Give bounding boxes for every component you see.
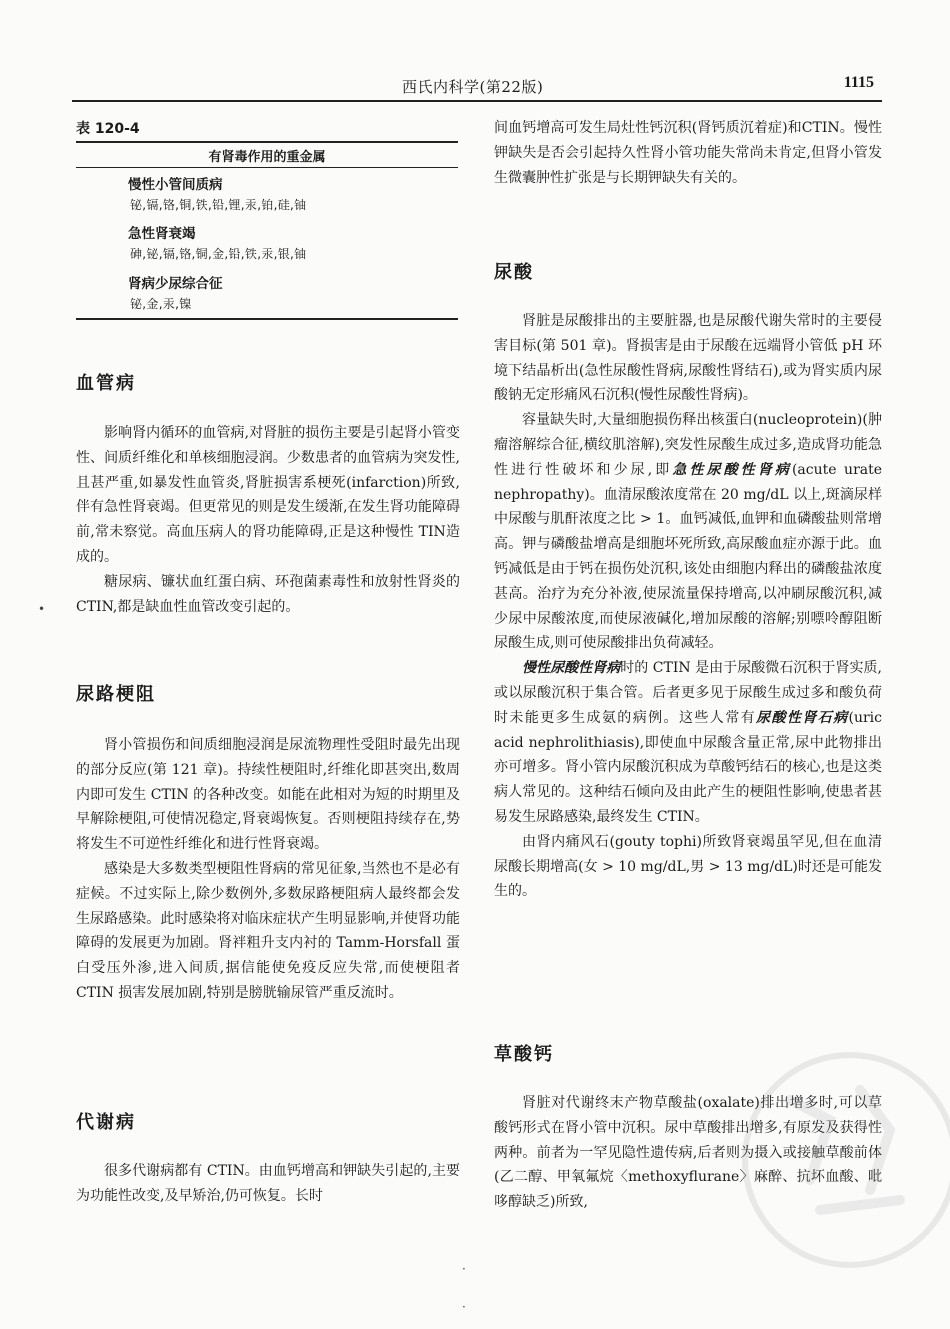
- term-uric-acid-nephrolithiasis: 尿酸性肾石病: [756, 709, 849, 726]
- table-category: 急性肾衰竭: [128, 226, 196, 242]
- table-label: 表 120-4: [76, 121, 140, 137]
- section-heading: 草酸钙: [494, 1044, 554, 1065]
- section-metabolic: [76, 1108, 460, 1134]
- table-items: 砷,铋,镉,铬,铜,金,铅,铁,汞,银,铀: [130, 247, 307, 261]
- table-title: 有肾毒作用的重金属: [208, 150, 326, 165]
- scan-dot: •: [38, 602, 46, 616]
- scan-dot: ·: [462, 1300, 466, 1314]
- section-heading: 尿酸: [494, 262, 534, 283]
- paragraph: [494, 408, 882, 656]
- running-header: [72, 74, 882, 96]
- text-run: 时的 CTIN 是由于尿酸微石沉积于肾实质,或以尿酸沉积于集合管。后者更多见于尿酸生成过多和酸负荷时未能更多生成氨的病例。这些人常有: [494, 660, 883, 726]
- vascular-body: [76, 421, 460, 619]
- library-watermark: [700, 1040, 950, 1270]
- section-heading: 代谢病: [76, 1112, 136, 1133]
- header-rule: [72, 100, 882, 102]
- table-category: 慢性小管间质病: [128, 177, 223, 193]
- table-items: 铋,镉,铬,铜,铁,铅,锂,汞,铂,硅,铀: [130, 198, 307, 212]
- paragraph: 肾小管损伤和间质细胞浸润是尿流物理性受阻时最先出现的部分反应(第 121 章)。持续性梗阻时,纤维化即甚突出,数周内即可发生 CTIN 的各种改变。如能在此相对为短的时期里及早解除梗阻,可使情况稳定,肾衰竭恢复。否则梗阻持续存在,势将发生不可逆性纤维化和进行性肾衰竭。: [76, 737, 460, 853]
- table-top-rule: [76, 141, 458, 143]
- paragraph: 感染是大多数类型梗阻性肾病的常见征象,当然也不是必有症候。不过实际上,除少数例外,多数尿路梗阻病人最终都会发生尿路感染。此时感染将对临床症状产生明显影响,并使肾功能障碍的发展更为加剧。肾袢粗升支内衬的 Tamm-Horsfall 蛋白受压外渗,进入间质,据信能使免疫反应失常,而使梗阻者CTIN 损害发展加剧,特别是膀胱输尿管严重反流时。: [76, 860, 460, 1001]
- paragraph: 由肾内痛风石(gouty tophi)所致肾衰竭虽罕见,但在血清尿酸长期增高(女 > 10 mg/dL,男 > 13 mg/dL)时还是可能发生的。: [494, 833, 882, 900]
- uric-body: [494, 309, 882, 904]
- table-bottom-rule: [76, 318, 458, 320]
- paragraph: [494, 656, 882, 830]
- section-heading: 尿路梗阻: [76, 684, 156, 705]
- paragraph: 糖尿病、镰状血红蛋白病、环孢菌素毒性和放射性肾炎的 CTIN,都是缺血性血管改变引起的。: [76, 573, 460, 615]
- paragraph: 很多代谢病都有 CTIN。由血钙增高和钾缺失引起的,主要为功能性改变,及早矫治,仍可恢复。长时: [76, 1163, 460, 1204]
- term-chronic-urate-nephropathy: 慢性尿酸性肾病: [522, 660, 621, 677]
- text-run: (acute urate nephropathy)。血清尿酸浓度常在 20 mg/dL 以上,斑滴尿样中尿酸与肌酐浓度之比 > 1。血钙减低,血钾和血磷酸盐则常增高。钾与磷酸盐增高是细胞坏死所致,高尿酸血症亦源于此。血钙减低是由于钙在损伤处沉积,该处由细胞内释出的磷酸盐浓度甚高。治疗为充分补液,使尿流量保持增高,以冲刷尿酸沉积,减少尿中尿酸浓度,而使尿液碱化,增加尿酸的溶解;别嘌呤醇阻断尿酸生成,则可使尿酸排出负荷减轻。: [494, 461, 883, 652]
- continued-text: [494, 116, 882, 190]
- page-number: 1115: [843, 74, 874, 91]
- obstruction-body: [76, 733, 460, 1006]
- section-heading: 血管病: [76, 373, 136, 394]
- paragraph: 肾脏对代谢终末产物草酸盐(oxalate)排出增多时,可以草酸钙形式在肾小管中沉积。尿中草酸排出增多,有原发及获得性两种。前者为一罕见隐性遗传病,后者则为摄入或接触草酸前体(乙二醇、甲氧氟烷〈methoxyflurane〉麻醉、抗坏血酸、吡哆醇缺乏)所致,: [494, 1095, 882, 1211]
- section-obstruction: [76, 680, 460, 706]
- metabolic-body: [76, 1159, 460, 1209]
- table-header-rule: [76, 167, 458, 168]
- text-run: (uric acid nephrolithiasis),即使血中尿酸含量正常,尿中此物排出亦可增多。肾小管内尿酸沉积成为草酸钙结石的核心,也是这类病人常见的。这种结石倾向及由此产生的梗阻性影响,使患者甚易发生尿路感染,最终发生 CTIN。: [494, 709, 883, 825]
- table-items: 铋,金,汞,镍: [130, 297, 192, 311]
- paragraph: 间血钙增高可发生局灶性钙沉积(肾钙质沉着症)和CTIN。慢性钾缺失是否会引起持久性肾小管功能失常尚未肯定,但肾小管发生微囊肿性扩张是与长期钾缺失有关的。: [494, 120, 882, 186]
- term-acute-urate-nephropathy: 急性尿酸性肾病: [672, 461, 792, 478]
- section-vascular: [76, 369, 460, 395]
- scan-dot: ·: [462, 1262, 466, 1276]
- table-category: 肾病少尿综合征: [128, 276, 223, 292]
- book-title: 西氏内科学(第22版): [402, 78, 544, 96]
- text-run: 容量缺失时,大量细胞损伤释出核蛋白(nucleoprotein)(肿瘤溶解综合征,横纹肌溶解),突发性尿酸生成过多,造成肾功能急性进行性破坏和少尿,即: [494, 412, 882, 478]
- section-uric: [494, 258, 882, 284]
- paragraph: 影响肾内循环的血管病,对肾脏的损伤主要是引起肾小管变性、间质纤维化和单核细胞浸润。少数患者的血管病为突发性,且甚严重,如暴发性血管炎,肾脏损害系梗死(infarction)所致,伴有急性肾衰竭。但更常见的则是发生缓渐,在发生肾功能障碍前,常未察觉。高血压病人的肾功能障碍,正是这种慢性 TIN造成的。: [76, 425, 460, 565]
- paragraph: 肾脏是尿酸排出的主要脏器,也是尿酸代谢失常时的主要侵害目标(第 501 章)。肾损害是由于尿酸在远端肾小管低 pH 环境下结晶析出(急性尿酸性肾病,尿酸性肾结石),或为肾实质内尿酸钠无定形痛风石沉积(慢性尿酸性肾病)。: [494, 313, 882, 404]
